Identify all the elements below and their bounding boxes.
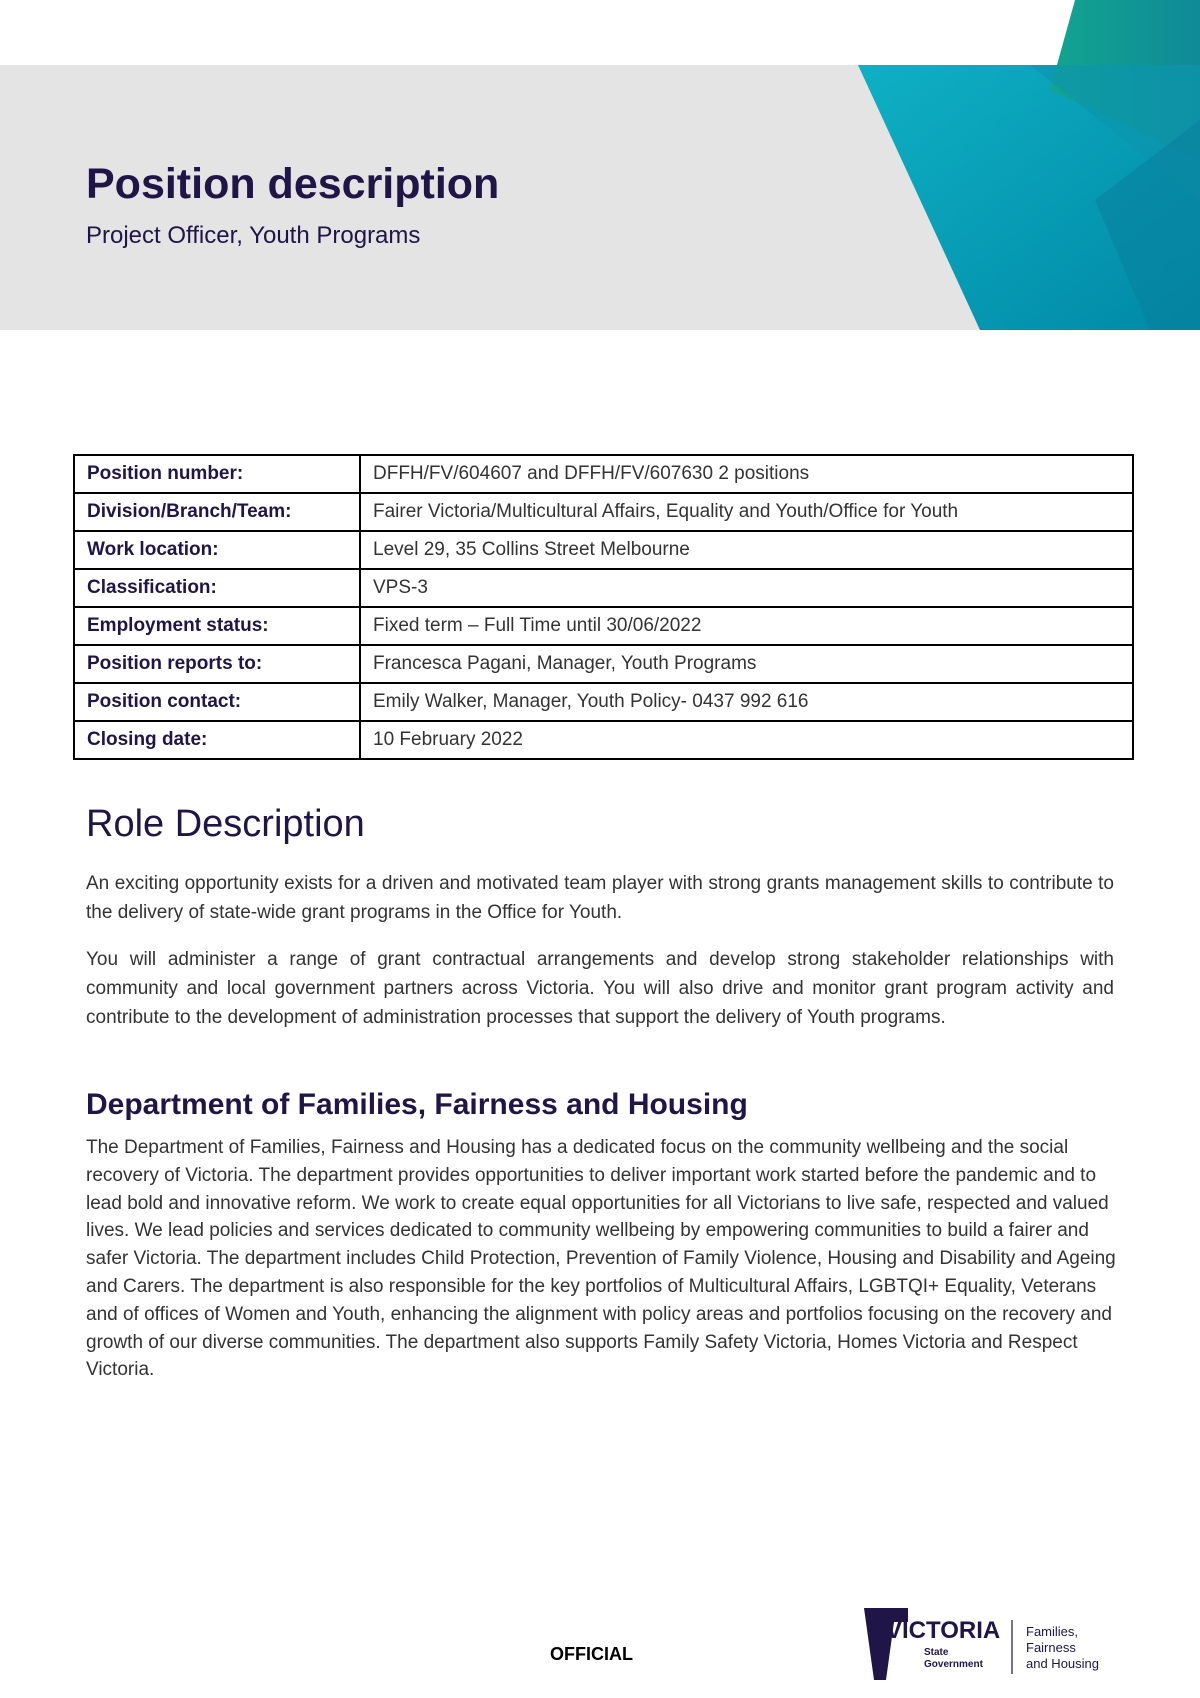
- role-paragraph: You will administer a range of grant contractual arrangements and develop strong stakeholder relationships with community and local government partners across Victoria. You will also drive and monitor grant program activity and contribute to the development of administration processes that support the delivery of Youth programs.: [86, 949, 1114, 1028]
- detail-label: Closing date:: [74, 721, 360, 759]
- detail-value: 10 February 2022: [360, 721, 1133, 759]
- detail-value: Emily Walker, Manager, Youth Policy- 0437 992 616: [360, 683, 1133, 721]
- detail-value: VPS-3: [360, 569, 1133, 607]
- detail-label: Employment status:: [74, 607, 360, 645]
- detail-label: Work location:: [74, 531, 360, 569]
- role-paragraph: An exciting opportunity exists for a driven and motivated team player with strong grants management skills to contribute to the delivery of state-wide grant programs in the Office for Youth.: [86, 873, 1114, 923]
- logo-dept-line-3: and Housing: [1026, 1656, 1099, 1671]
- table-row: [74, 607, 1133, 645]
- table-row: [74, 455, 1133, 493]
- detail-value: DFFH/FV/604607 and DFFH/FV/607630 2 positions: [360, 455, 1133, 493]
- logo-dept-line-1: Families,: [1026, 1624, 1079, 1639]
- role-description-heading: Role Description: [86, 803, 365, 845]
- detail-label: Position contact:: [74, 683, 360, 721]
- detail-value: Fairer Victoria/Multicultural Affairs, Equality and Youth/Office for Youth: [360, 493, 1133, 531]
- victoria-government-logo: [864, 1608, 1124, 1688]
- detail-value: Fixed term – Full Time until 30/06/2022: [360, 607, 1133, 645]
- table-row: [74, 493, 1133, 531]
- department-paragraph: The Department of Families, Fairness and Housing has a dedicated focus on the community wellbeing and the social recovery of Victoria. The department provides opportunities to deliver important work started before the pandemic and to lead bold and innovative reform. We work to create equal opportunities for all Victorians to live safe, respected and valued lives. We lead policies and services dedicated to community wellbeing by empowering communities to build a fairer and safer Victoria. The department includes Child Protection, Prevention of Family Violence, Housing and Disability and Ageing and Carers. The department is also responsible for the key portfolios of Multicultural Affairs, LGBTQI+ Equality, Veterans and of offices of Women and Youth, enhancing the alignment with policy areas and portfolios focusing on the recovery and growth of our diverse communities. The department also supports Family Safety Victoria, Homes Victoria and Respect Victoria.: [86, 1137, 1116, 1381]
- department-heading: Department of Families, Fairness and Housing: [86, 1088, 748, 1121]
- logo-state: State: [924, 1647, 949, 1658]
- table-row: [74, 569, 1133, 607]
- logo-dept-line-2: Fairness: [1026, 1640, 1076, 1655]
- table-row: [74, 645, 1133, 683]
- detail-label: Position number:: [74, 455, 360, 493]
- table-row: [74, 531, 1133, 569]
- table-row: [74, 721, 1133, 759]
- logo-government: Government: [924, 1659, 983, 1670]
- detail-value: Francesca Pagani, Manager, Youth Programs: [360, 645, 1133, 683]
- document-subtitle: Project Officer, Youth Programs: [86, 222, 421, 249]
- logo-wordmark: VICTORIA: [886, 1617, 1001, 1644]
- table-row: [74, 683, 1133, 721]
- position-details-table: [73, 454, 1134, 760]
- document-title: Position description: [86, 160, 500, 208]
- detail-value: Level 29, 35 Collins Street Melbourne: [360, 531, 1133, 569]
- detail-label: Position reports to:: [74, 645, 360, 683]
- detail-label: Classification:: [74, 569, 360, 607]
- security-classification: OFFICIAL: [550, 1644, 633, 1664]
- detail-label: Division/Branch/Team:: [74, 493, 360, 531]
